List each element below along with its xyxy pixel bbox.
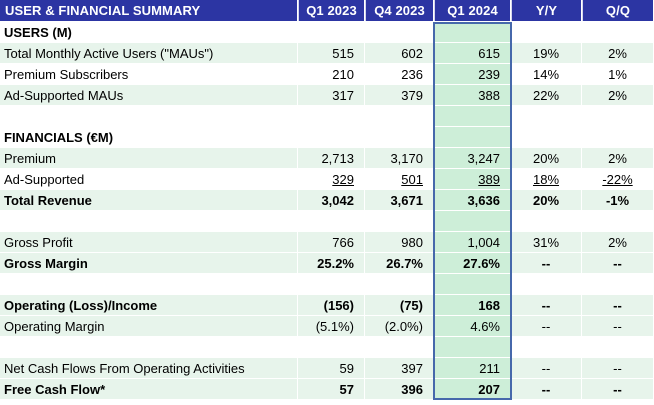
cell-highlighted: 389	[434, 169, 511, 189]
spacer-row	[0, 274, 654, 295]
cell: 2,713	[298, 148, 365, 168]
cell: 2%	[582, 148, 654, 168]
cell	[511, 211, 582, 231]
cell	[0, 106, 298, 126]
cell	[582, 337, 654, 357]
spacer-row	[0, 211, 654, 232]
row-label: Premium Subscribers	[0, 64, 298, 84]
cell: 2%	[582, 85, 654, 105]
cell	[298, 211, 365, 231]
cell: --	[511, 379, 582, 399]
col-header-q4-2023: Q4 2023	[365, 0, 434, 21]
cell: 22%	[511, 85, 582, 105]
cell-highlighted	[434, 22, 511, 42]
cell: --	[511, 253, 582, 273]
col-header-yy: Y/Y	[511, 0, 582, 21]
cell-highlighted: 3,636	[434, 190, 511, 210]
row-label: Operating Margin	[0, 316, 298, 336]
row-label: Free Cash Flow*	[0, 379, 298, 399]
cell	[365, 106, 434, 126]
cell: 766	[298, 232, 365, 252]
cell-highlighted: 168	[434, 295, 511, 315]
cell: --	[582, 295, 654, 315]
cell: 14%	[511, 64, 582, 84]
cell: 1%	[582, 64, 654, 84]
cell: 3,671	[365, 190, 434, 210]
cell	[298, 127, 365, 147]
cell-highlighted	[434, 106, 511, 126]
cell-highlighted: 388	[434, 85, 511, 105]
cell: 329	[298, 169, 365, 189]
cell: (2.0%)	[365, 316, 434, 336]
cell: 57	[298, 379, 365, 399]
row-label: Ad-Supported MAUs	[0, 85, 298, 105]
cell	[298, 106, 365, 126]
row-premium-revenue	[0, 148, 654, 169]
cell	[511, 337, 582, 357]
table-header-row	[0, 0, 654, 22]
cell: (156)	[298, 295, 365, 315]
cell-highlighted	[434, 127, 511, 147]
row-label: Gross Margin	[0, 253, 298, 273]
cell: 18%	[511, 169, 582, 189]
cell-highlighted	[434, 274, 511, 294]
cell: 397	[365, 358, 434, 378]
cell: --	[582, 253, 654, 273]
cell	[298, 274, 365, 294]
cell: 2%	[582, 232, 654, 252]
row-operating-margin	[0, 316, 654, 337]
cell	[582, 274, 654, 294]
cell: 20%	[511, 190, 582, 210]
cell: (5.1%)	[298, 316, 365, 336]
cell: 25.2%	[298, 253, 365, 273]
cell	[365, 22, 434, 42]
row-label: Total Revenue	[0, 190, 298, 210]
cell	[511, 127, 582, 147]
cell: --	[511, 316, 582, 336]
row-label: Gross Profit	[0, 232, 298, 252]
cell: 210	[298, 64, 365, 84]
cell: 31%	[511, 232, 582, 252]
cell	[511, 274, 582, 294]
row-label: Total Monthly Active Users ("MAUs")	[0, 43, 298, 63]
row-gross-margin	[0, 253, 654, 274]
cell: 236	[365, 64, 434, 84]
cell-highlighted: 239	[434, 64, 511, 84]
cell-highlighted	[434, 211, 511, 231]
cell: -1%	[582, 190, 654, 210]
cell	[511, 106, 582, 126]
section-label: USERS (M)	[0, 22, 298, 42]
cell: 3,170	[365, 148, 434, 168]
cell-highlighted: 27.6%	[434, 253, 511, 273]
cell: 26.7%	[365, 253, 434, 273]
cell	[298, 337, 365, 357]
cell: 3,042	[298, 190, 365, 210]
col-header-qq: Q/Q	[582, 0, 654, 21]
row-label: Net Cash Flows From Operating Activities	[0, 358, 298, 378]
cell: 980	[365, 232, 434, 252]
row-label: Premium	[0, 148, 298, 168]
col-header-q1-2024: Q1 2024	[434, 0, 511, 21]
cell: 19%	[511, 43, 582, 63]
row-ad-supported-revenue	[0, 169, 654, 190]
cell	[365, 127, 434, 147]
row-gross-profit	[0, 232, 654, 253]
cell: 317	[298, 85, 365, 105]
spacer-row	[0, 337, 654, 358]
row-free-cash-flow	[0, 379, 654, 400]
cell	[365, 274, 434, 294]
spacer-row	[0, 106, 654, 127]
cell-highlighted: 3,247	[434, 148, 511, 168]
cell: --	[582, 379, 654, 399]
cell: 602	[365, 43, 434, 63]
cell-highlighted: 207	[434, 379, 511, 399]
cell: --	[582, 316, 654, 336]
cell: (75)	[365, 295, 434, 315]
cell	[582, 127, 654, 147]
cell	[0, 337, 298, 357]
col-header-q1-2023: Q1 2023	[298, 0, 365, 21]
cell: 20%	[511, 148, 582, 168]
cell-highlighted: 1,004	[434, 232, 511, 252]
section-row-financials	[0, 127, 654, 148]
cell-highlighted: 4.6%	[434, 316, 511, 336]
row-total-maus	[0, 43, 654, 64]
cell: 515	[298, 43, 365, 63]
cell	[365, 211, 434, 231]
cell: -22%	[582, 169, 654, 189]
cell: --	[582, 358, 654, 378]
section-label: FINANCIALS (€M)	[0, 127, 298, 147]
cell: --	[511, 358, 582, 378]
row-premium-subscribers	[0, 64, 654, 85]
cell	[582, 106, 654, 126]
cell: 59	[298, 358, 365, 378]
cell: 501	[365, 169, 434, 189]
cell: 396	[365, 379, 434, 399]
cell	[582, 211, 654, 231]
cell: --	[511, 295, 582, 315]
cell	[0, 211, 298, 231]
row-ad-supported-maus	[0, 85, 654, 106]
table-title: USER & FINANCIAL SUMMARY	[0, 0, 298, 21]
cell-highlighted: 211	[434, 358, 511, 378]
row-net-cash-flows	[0, 358, 654, 379]
row-operating-loss-income	[0, 295, 654, 316]
row-label: Ad-Supported	[0, 169, 298, 189]
cell-highlighted: 615	[434, 43, 511, 63]
cell	[511, 22, 582, 42]
cell	[0, 274, 298, 294]
section-row-users	[0, 22, 654, 43]
row-label: Operating (Loss)/Income	[0, 295, 298, 315]
cell-highlighted	[434, 337, 511, 357]
cell: 379	[365, 85, 434, 105]
row-total-revenue	[0, 190, 654, 211]
cell: 2%	[582, 43, 654, 63]
cell	[582, 22, 654, 42]
cell	[298, 22, 365, 42]
cell	[365, 337, 434, 357]
